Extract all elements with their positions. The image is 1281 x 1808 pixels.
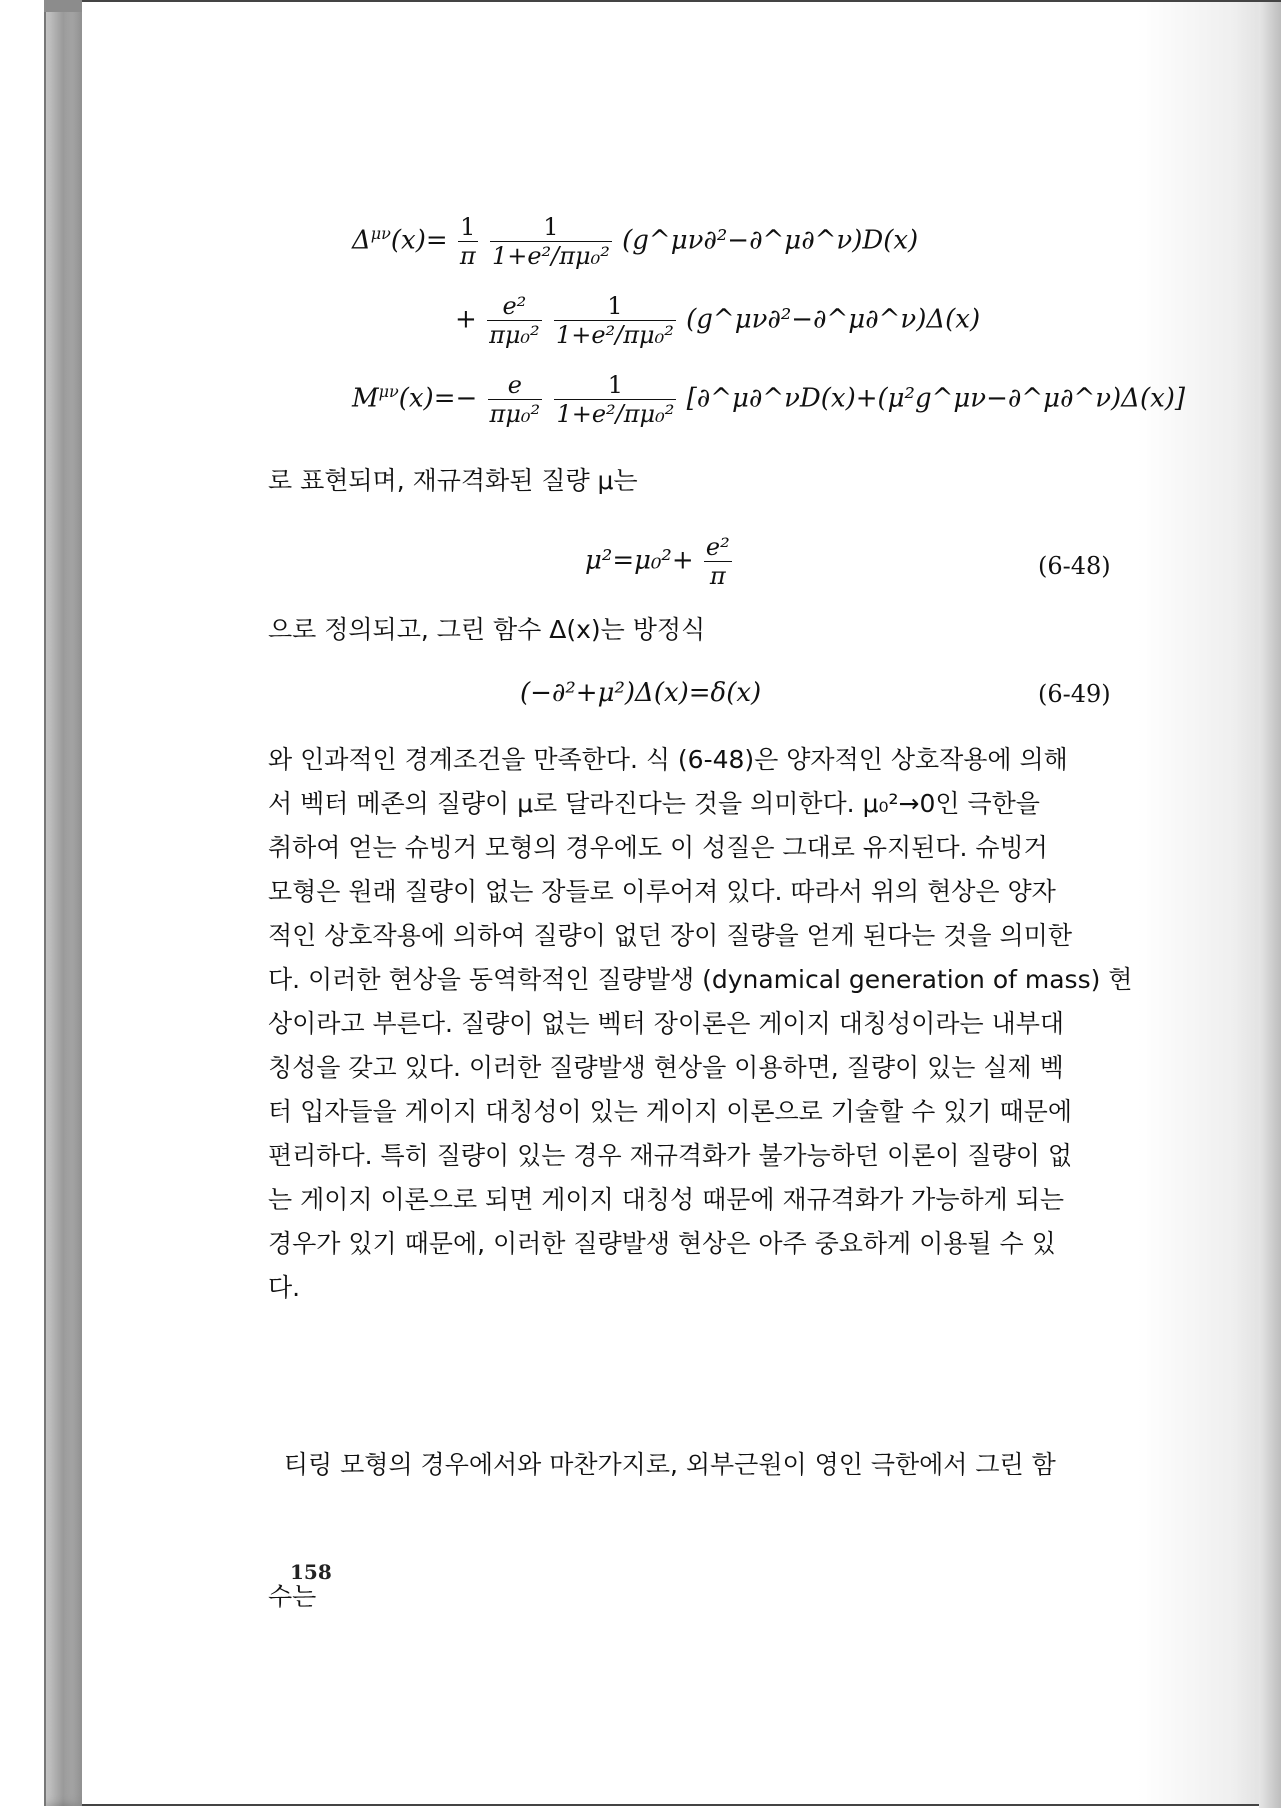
fraction bbox=[490, 213, 612, 270]
paragraph-line: 경우가 있기 때문에, 이러한 질량발생 현상은 아주 중요하게 이용될 수 있 bbox=[268, 1229, 1056, 1258]
fraction bbox=[704, 533, 732, 590]
eq-superscript: μν bbox=[370, 223, 391, 243]
fraction-numerator: 1 bbox=[543, 213, 559, 241]
paragraph-line: 수는 bbox=[268, 1582, 317, 1611]
equation-green-function bbox=[520, 678, 761, 708]
eq-plus: + bbox=[455, 304, 477, 335]
page-number: 158 bbox=[290, 1560, 332, 1584]
equation-mu-squared bbox=[585, 533, 734, 590]
eq-rhs: (g^μν∂²−∂^μ∂^ν)D(x) bbox=[622, 225, 919, 256]
equation-m-mu-nu bbox=[352, 371, 1185, 428]
equation-number: (6-49) bbox=[1038, 680, 1111, 708]
fraction-numerator: e² bbox=[502, 292, 527, 320]
fraction-numerator: 1 bbox=[607, 371, 624, 399]
eq-body: (−∂²+μ²)Δ(x)=δ(x) bbox=[520, 678, 762, 708]
book-spine bbox=[44, 0, 84, 1806]
paragraph-line: 모형은 원래 질량이 없는 장들로 이루어져 있다. 따라서 위의 현상은 양자 bbox=[268, 877, 1056, 906]
main-paragraph bbox=[268, 738, 1148, 1310]
paragraph-line: 다. bbox=[268, 1273, 301, 1302]
paragraph-line: 취하여 얻는 슈빙거 모형의 경우에도 이 성질은 그대로 유지된다. 슈빙거 bbox=[268, 833, 1048, 862]
fraction-denominator: 1+e²/πμ₀² bbox=[491, 242, 610, 270]
fraction bbox=[554, 292, 676, 349]
book-spine-top bbox=[44, 0, 82, 12]
fraction bbox=[554, 371, 676, 428]
text-line-after-m bbox=[268, 459, 1148, 503]
text-line: 으로 정의되고, 그린 함수 Δ(x)는 방정식 bbox=[268, 615, 706, 644]
page-edge bbox=[1259, 2, 1281, 1808]
fraction-denominator: π bbox=[704, 561, 732, 590]
equation-delta-mu-nu-line2 bbox=[455, 292, 980, 349]
fraction bbox=[487, 292, 542, 349]
fraction-denominator: πμ₀² bbox=[489, 400, 541, 428]
paragraph-line: 터 입자들을 게이지 대칭성이 있는 게이지 이론으로 기술할 수 있기 때문에 bbox=[268, 1097, 1072, 1126]
fraction-numerator: 1 bbox=[607, 292, 623, 320]
paragraph-line: 티링 모형의 경우에서와 마찬가지로, 외부근원이 영인 극한에서 그린 함 bbox=[268, 1450, 1056, 1479]
eq-symbol: Δ bbox=[352, 225, 371, 256]
text-line: 로 표현되며, 재규격화된 질량 μ는 bbox=[268, 466, 638, 495]
paragraph-line: 상이라고 부른다. 질량이 없는 벡터 장이론은 게이지 대칭성이라는 내부대 bbox=[268, 1009, 1065, 1038]
paragraph-line: 편리하다. 특히 질량이 있는 경우 재규격화가 불가능하던 이론이 질량이 없 bbox=[268, 1141, 1072, 1170]
equation-delta-mu-nu-line1 bbox=[352, 213, 918, 270]
eq-argument: (x)=− bbox=[398, 383, 478, 414]
fraction bbox=[488, 371, 543, 428]
eq-symbol: M bbox=[352, 383, 379, 414]
eq-rhs: [∂^μ∂^νD(x)+(μ²g^μν−∂^μ∂^ν)Δ(x)] bbox=[686, 383, 1186, 414]
fraction-numerator: e² bbox=[705, 533, 730, 561]
fraction-denominator: πμ₀² bbox=[489, 321, 540, 349]
fraction-denominator: π bbox=[459, 242, 476, 270]
text-line-after-mu bbox=[268, 608, 1148, 652]
fraction-numerator: e bbox=[507, 371, 522, 399]
paragraph-line: 서 벡터 메존의 질량이 μ로 달라진다는 것을 의미한다. μ₀²→0인 극한을 bbox=[268, 789, 1040, 818]
eq-rhs: (g^μν∂²−∂^μ∂^ν)Δ(x) bbox=[686, 304, 981, 335]
eq-lhs: μ²=μ₀²+ bbox=[585, 545, 694, 576]
paragraph-line: 칭성을 갖고 있다. 이러한 질량발생 현상을 이용하면, 질량이 있는 실제 벡 bbox=[268, 1053, 1064, 1082]
fraction-denominator: 1+e²/πμ₀² bbox=[556, 400, 675, 428]
paragraph-line: 와 인과적인 경계조건을 만족한다. 식 (6-48)은 양자적인 상호작용에 의해 bbox=[268, 745, 1068, 774]
paragraph-line: 는 게이지 이론으로 되면 게이지 대칭성 때문에 재규격화가 가능하게 되는 bbox=[268, 1185, 1065, 1214]
last-paragraph bbox=[268, 1355, 1148, 1663]
fraction-numerator: 1 bbox=[460, 213, 476, 241]
fraction bbox=[458, 213, 478, 270]
fraction-denominator: 1+e²/πμ₀² bbox=[555, 321, 674, 349]
paragraph-line: 적인 상호작용에 의하여 질량이 없던 장이 질량을 얻게 된다는 것을 의미한 bbox=[268, 921, 1072, 950]
eq-argument: (x)= bbox=[390, 225, 448, 256]
equation-number: (6-48) bbox=[1038, 552, 1111, 580]
paragraph-line: 다. 이러한 현상을 동역학적인 질량발생 (dynamical generation of mass) 현 bbox=[268, 965, 1133, 994]
eq-superscript: μν bbox=[378, 381, 399, 401]
